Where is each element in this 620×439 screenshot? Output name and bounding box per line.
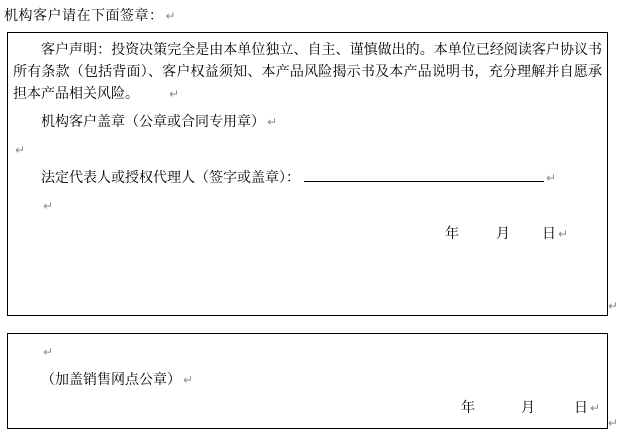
customer-stamp-label: 机构客户盖章（公章或合同专用章）: [41, 114, 265, 130]
customer-date-line: [13, 220, 602, 248]
paragraph-mark-icon: ↵: [169, 87, 180, 101]
customer-declaration: [13, 39, 602, 105]
paragraph-mark-icon: ↵: [183, 373, 194, 387]
month-label: 月: [495, 226, 510, 242]
paragraph-mark-icon: ↵: [608, 416, 619, 430]
paragraph-mark-icon: ↵: [608, 299, 619, 313]
paragraph-mark-icon: ↵: [589, 401, 600, 415]
empty-paragraph: [13, 136, 602, 164]
customer-signature-box: [7, 32, 608, 316]
customer-stamp-line: [13, 108, 602, 136]
paragraph-mark-icon: ↵: [546, 171, 557, 185]
month-label: 月: [520, 400, 535, 416]
paragraph-mark-icon: ↵: [43, 199, 54, 213]
outlet-stamp-line: [13, 366, 602, 394]
empty-paragraph: [13, 192, 602, 220]
year-label: 年: [444, 226, 459, 242]
empty-paragraph: [13, 338, 602, 366]
signature-blank-field[interactable]: [304, 167, 544, 182]
paragraph-mark-icon: ↵: [15, 143, 26, 157]
year-label: 年: [460, 400, 475, 416]
outlet-stamp-label: （加盖销售网点公章）: [41, 372, 181, 388]
sales-outlet-box: [7, 333, 608, 429]
day-label: 日: [573, 400, 588, 416]
day-label: 日: [541, 226, 556, 242]
representative-signature-line: [13, 164, 602, 192]
paragraph-mark-icon: ↵: [557, 227, 568, 241]
paragraph-mark-icon: ↵: [165, 9, 177, 23]
page-title-text: 机构客户请在下面签章：: [4, 8, 164, 24]
representative-label: 法定代表人或授权代理人（签字或盖章）：: [41, 170, 300, 186]
paragraph-mark-icon: ↵: [267, 115, 278, 129]
outlet-date-line: [13, 394, 602, 422]
paragraph-mark-icon: ↵: [43, 345, 54, 359]
page-title: [4, 7, 176, 25]
customer-declaration-text: 客户声明：投资决策完全是由本单位独立、自主、谨慎做出的。本单位已经阅读客户协议书所有条款（包括背面）、客户权益须知、本产品风险揭示书及本产品说明书，充分理解并自愿承担本产品相关风险。: [13, 42, 602, 102]
